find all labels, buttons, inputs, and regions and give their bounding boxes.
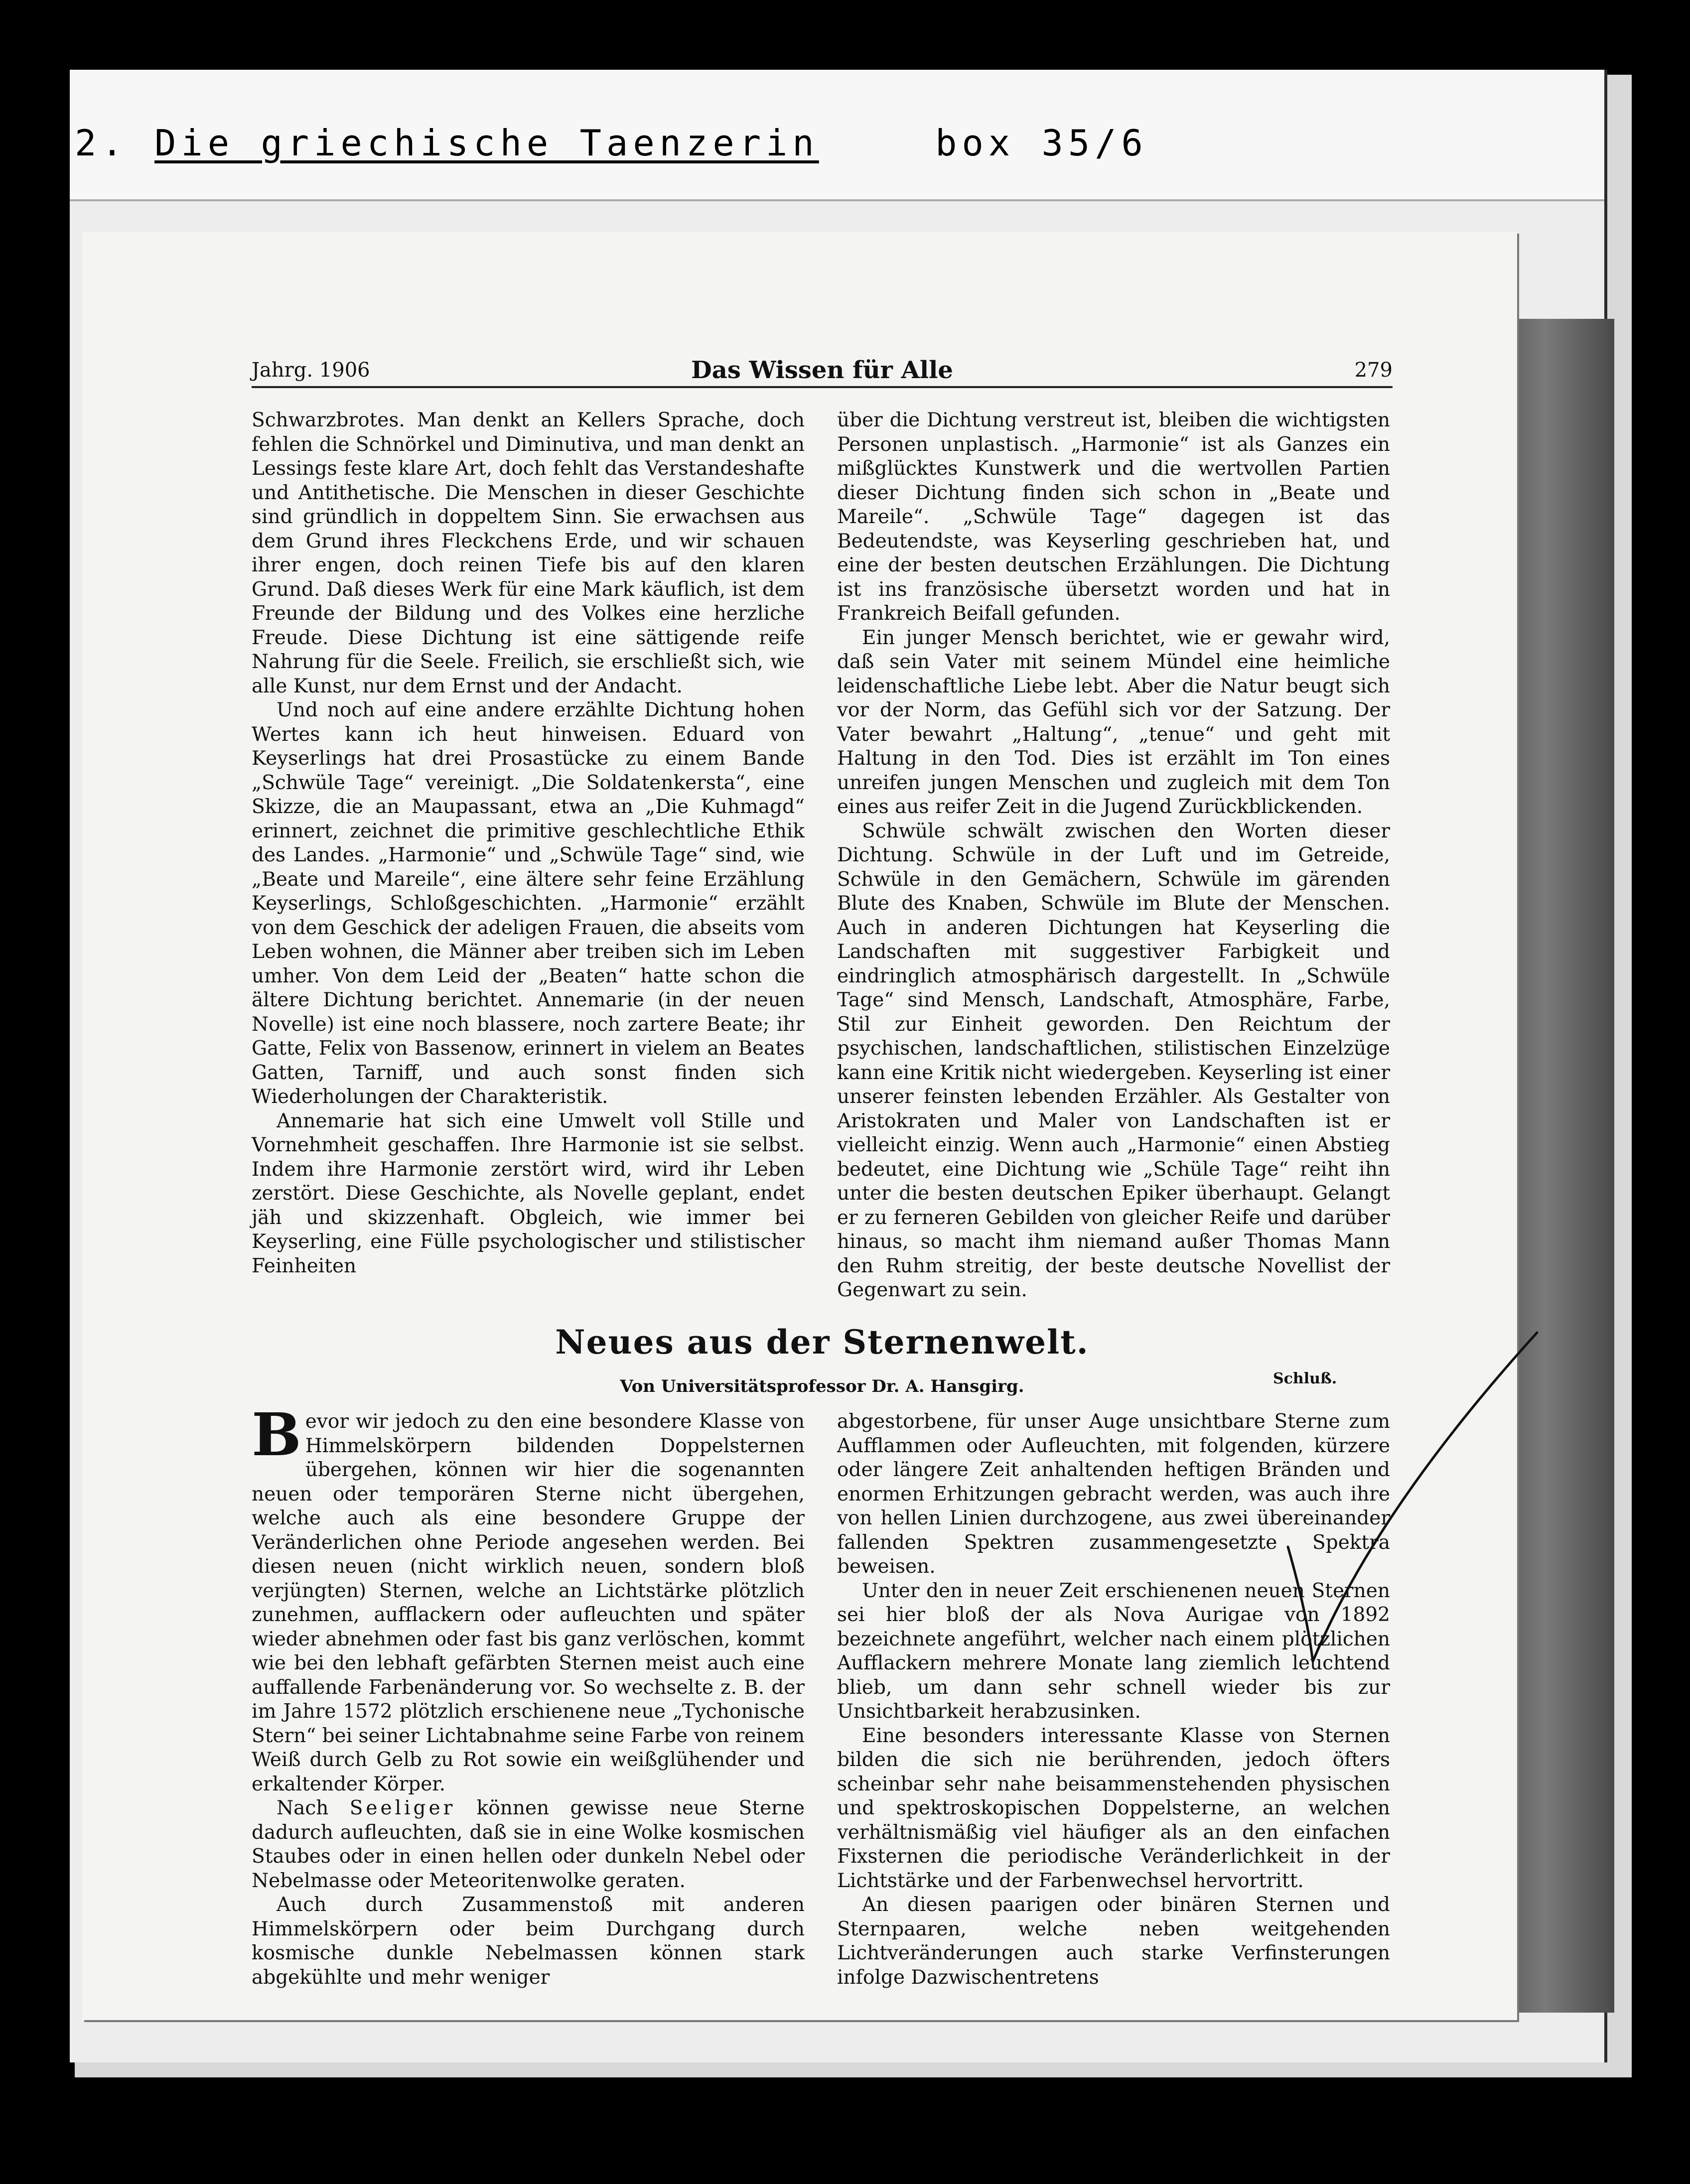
article-title: Neues aus der Sternenwelt. [555,1323,1089,1362]
archive-label [75,122,1148,164]
author-name: Seeliger [349,1797,456,1819]
paragraph: Ein junger Mensch berichtet, wie er gewahr wird, daß sein Vater mit seinem Mündel eine heimliche leidenschaftliche Liebe lebt. Aber die Natur beugt sich vor der Norm, das Gefühl sich vor der Satzung. Der Vater bewahrt „Haltung“, „tenue“ und geht mit Haltung in den Tod. Dies ist erzählt im Ton eines unreifen jungen Menschen und zugleich mit dem Ton eines aus reifer Zeit in die Jugend Zurückblickenden. [837,626,1390,818]
page-header [252,356,1393,388]
article-byline: Von Universitätsprofessor Dr. A. Hansgirg. [620,1376,1024,1396]
label-prefix: 2. [75,122,128,164]
review-column-left [252,409,805,1278]
paragraph: über die Dichtung verstreut ist, bleiben die wichtigsten Personen unplastisch. „Harmonie“ ist als Ganzes ein mißglücktes Kunstwerk und die wertvollen Partien dieser Dichtung finden sich schon in „Beate und Mareile“. „Schwüle Tage“ dagegen ist das Bedeutendste, was Keyserling geschrieben hat, und eine der besten deutschen Erzählungen. Die Dichtung ist ins französische übersetzt worden und hat in Frankreich Beifall gefunden. [837,409,1390,625]
drop-cap: B [252,1400,301,1469]
paragraph: Eine besonders interessante Klasse von Sternen bilden die sich nie berührenden, jedoch öfters scheinbar sehr nahe beisammenstehenden physischen und spektroskopischen Doppelsterne, an welchen verhältnismäßig viel häufiger als an den einfachen Fixsternen die periodische Veränderlichkeit in der Lichtstärke und der Farbenwechsel hervortritt. [837,1724,1390,1892]
paragraph-text: Nach [277,1797,350,1819]
header-journal-title: Das Wissen für Alle [691,356,953,384]
review-column-right [837,409,1390,1303]
paragraph: abgestorbene, für unser Auge unsichtbare Sterne zum Aufflammen oder Aufleuchten, mit folgenden, kürzere oder längere Zeit anhaltenden heftigen Bränden und enormen Erhitzungen gebracht werden, was auch ihre von hellen Linien durchzogene, aus zwei übereinander fallenden Spektren zusammengesetzte Spektra beweisen. [837,1410,1390,1578]
header-page-number: 279 [1354,359,1393,382]
paragraph: An diesen paarigen oder binären Sternen und Sternpaaren, welche neben weitgehenden Lichtveränderungen auch starke Verfinsterungen infolge Dazwischentretens [837,1894,1390,1989]
paragraph: Schwüle schwält zwischen den Worten dieser Dichtung. Schwüle in der Luft und im Getreide, Schwüle in den Gemächern, Schwüle im gärenden Blute des Knaben, Schwüle im Blute der Menschen. Auch in anderen Dichtungen hat Keyserling die Landschaften mit suggestiver Farbigkeit und eindringlich atmosphärisch dargestellt. In „Schwüle Tage“ sind Mensch, Landschaft, Atmosphäre, Farbe, Stil zur Einheit geworden. Den Reichtum der psychischen, landschaftlichen, stilistischen Einzelzüge kann eine Kritik nicht wiedergeben. Keyserling ist einer unserer feinsten lebenden Erzähler. Als Gestalter von Aristokraten und Maler von Landschaften ist er vielleicht einzig. Wenn auch „Harmonie“ einen Abstieg bedeutet, eine Dichtung wie „Schüle Tage“ reiht ihn unter die besten deutschen Epiker überhaupt. Gelangt er zu ferneren Gebilden von gleicher Reife und darüber hinaus, so macht ihm niemand außer Thomas Mann den Ruhm streitig, der beste deutsche Novellist der Gegenwart zu sein. [837,819,1390,1301]
paragraph: Auch durch Zusammenstoß mit anderen Himmelskörpern oder beim Durchgang durch kosmische dunkle Nebelmassen können stark abgekühlte und mehr weniger [252,1894,805,1989]
paragraph: Annemarie hat sich eine Umwelt voll Stille und Vornehmheit geschaffen. Ihre Harmonie ist sie selbst. Indem ihre Harmonie zerstört wird, wird ihr Leben zerstört. Diese Geschichte, als Novelle geplant, endet jäh und skizzenhaft. Obgleich, wie immer bei Keyserling, eine Fülle psychologischer und stilistischer Feinheiten [252,1109,805,1277]
paragraph: Und noch auf eine andere erzählte Dichtung hohen Wertes kann ich heut hinweisen. Eduard von Keyserlings hat drei Prosastücke zu einem Bande „Schwüle Tage“ vereinigt. „Die Soldatenkersta“, eine Skizze, die an Maupassant, etwa an „Die Kuhmagd“ erinnert, zeichnet die primitive geschlechtliche Ethik des Landes. „Harmonie“ und „Schwüle Tage“ sind, wie „Beate und Mareile“, eine ältere sehr feine Erzählung Keyserlings, Schloßgeschichten. „Harmonie“ erzählt von dem Geschick der adeligen Frauen, die abseits vom Leben wohnen, die Männer aber treiben sich im Leben umher. Von dem Leid der „Beaten“ hatte schon die ältere Dichtung berichtet. Annemarie (in der neuen Novelle) ist eine noch blassere, noch zartere Beate; ihr Gatte, Felix von Bassenow, erinnert in vielem an Beates Gatten, Tarniff, und auch sonst finden sich Wiederholungen der Charakteristik. [252,699,805,1108]
handwritten-check-mark [1278,1303,1557,1691]
paragraph-text: evor wir jedoch zu den eine besondere Klasse von Himmelskörpern bildenden Doppelsternen übergehen, können wir hier die sogenannten neuen oder temporären Sterne nicht übergehen, welche auch als eine besondere Gruppe der Veränderlichen ohne Periode angesehen werden. Bei diesen neuen (nicht wirklich neuen, sondern bloß verjüngten) Sternen, welche an Lichtstärke plötzlich zunehmen, aufflackern oder aufleuchten und später wieder abnehmen oder fast bis ganz verlöschen, kommt wie bei den lebhaft gefärbten Sternen meist auch eine auffallende Farbenänderung vor. So wechselte z. B. der im Jahre 1572 plötzlich erschienene neue „Tychonische Stern“ bei seiner Lichtabnahme seine Farbe von reinem Weiß durch Gelb zu Rot sowie ein weißglühender und erkaltender Körper. [252,1410,805,1795]
paragraph: Schwarzbrotes. Man denkt an Kellers Sprache, doch fehlen die Schnörkel und Diminutiva, und man denkt an Lessings feste klare Art, doch fehlt das Verstandeshafte und Antithetische. Die Menschen in dieser Geschichte sind gründlich in doppeltem Sinn. Sie erwachsen aus dem Grund ihres Fleckchens Erde, und wir schauen ihrer engen, doch reinen Tiefe bis auf den klaren Grund. Daß dieses Werk für eine Mark käuflich, ist dem Freunde der Bildung und des Volkes eine herzliche Freude. Diese Dichtung ist eine sättigende reife Nahrung für die Seele. Freilich, sie erschließt sich, wie alle Kunst, nur dem Ernst und der Andacht. [252,409,805,697]
newspaper-page [82,232,1517,2020]
paragraph [252,1796,805,1893]
header-year: Jahrg. 1906 [252,359,370,382]
paragraph: Unter den in neuer Zeit erschienenen neuen Sternen sei hier bloß der als Nova Aurigae von 1892 bezeichnete angeführt, welcher nach einem plötzlichen Aufflackern mehrere Monate lang ziemlich leuchtend blieb, um dann sehr schnell wieder bis zur Unsichtbarkeit herabzusinken. [837,1579,1390,1723]
label-box: box 35/6 [935,122,1148,164]
article-column-left [252,1400,805,1990]
paragraph-text: können gewisse neue Sterne dadurch aufleuchten, daß sie in eine Wolke kosmischen Staubes oder in einen hellen oder dunkeln Nebel oder Nebelmasse oder Meteoritenwolke geraten. [252,1797,805,1892]
label-title: Die griechische Taenzerin [154,122,819,164]
paragraph [252,1400,805,1796]
article-end-marker: Schluß. [1273,1370,1337,1387]
